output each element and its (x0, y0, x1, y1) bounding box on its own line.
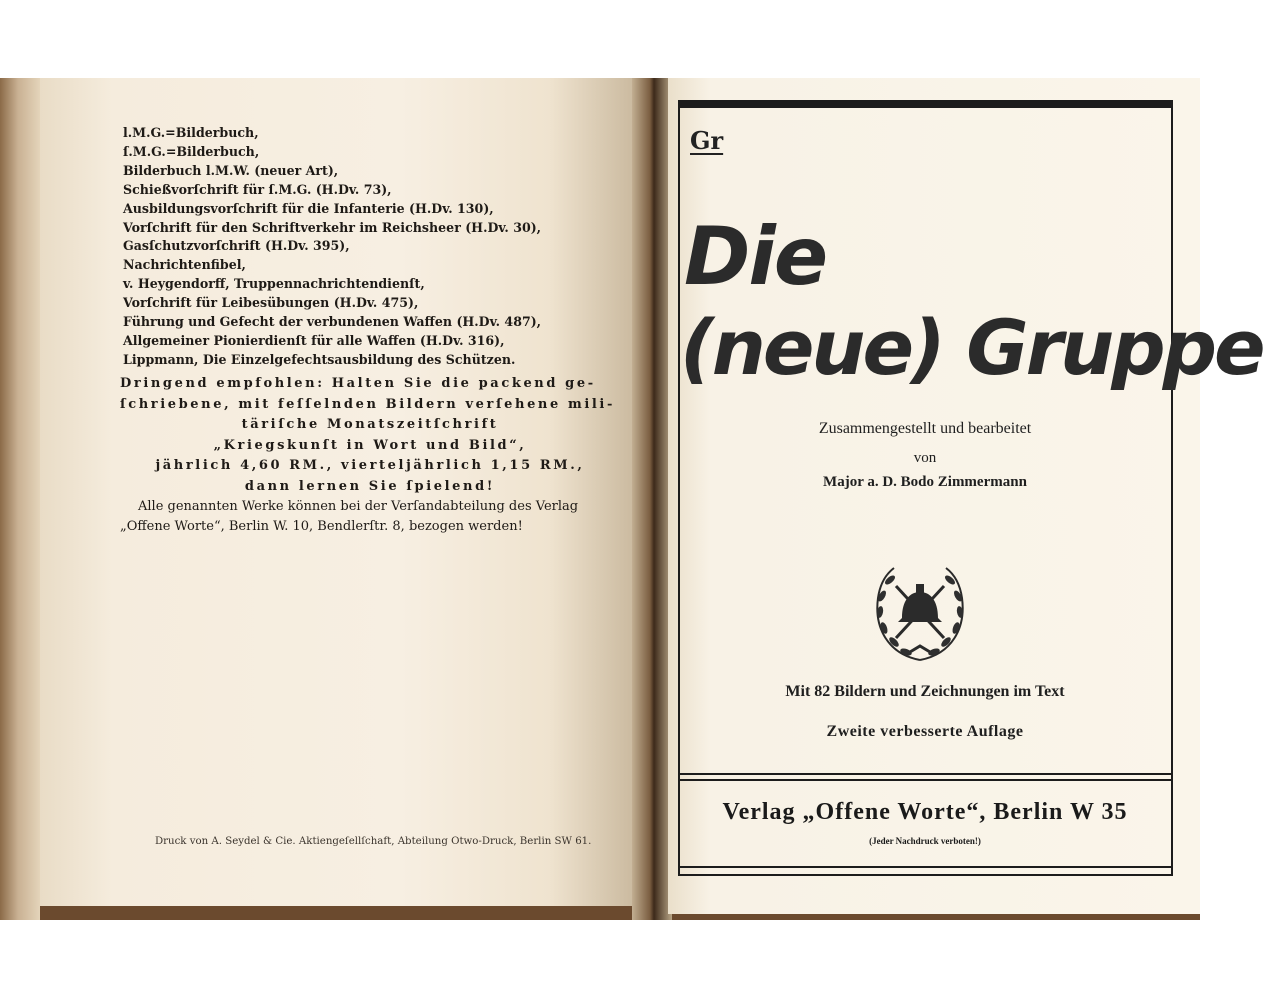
magazine-title: „Kriegskunſt in Wort und Bild“, (213, 437, 527, 453)
book-list-item: Ausbildungsvorſchrift für die Infanterie (H.Dv. 130), (123, 200, 494, 216)
book-list-item: Lippmann, Die Einzelgefechtsausbildung des Schützen. (123, 351, 516, 367)
page-edges (0, 78, 40, 920)
recommendation-block (120, 374, 620, 497)
recommendation-line: dann lernen Sie ſpielend! (244, 478, 496, 494)
series-mark: Gr (690, 126, 724, 155)
divider-rule (678, 779, 1173, 781)
book-list-item: Nachrichtenfibel, (123, 257, 246, 273)
bottom-rule (678, 866, 1173, 868)
book-list-item: Vorſchrift für den Schriftverkehr im Reichsheer (H.Dv. 30), (123, 219, 542, 235)
book-list-item: Führung und Gefecht der verbundenen Waffen (H.Dv. 487), (123, 314, 542, 330)
recommendation-line: Dringend empfohlen: Halten Sie die packend ge- (120, 376, 596, 391)
subscription-price: jährlich 4,60 RM., vierteljährlich 1,15 RM., (155, 458, 585, 473)
availability-line: Alle genannten Werke können bei der Verſandabteilung des Verlag (138, 499, 579, 514)
book-list-item: v. Heygendorff, Truppennachrichtendienſt, (123, 276, 425, 292)
book-list-item: ſ.M.G.=Bilderbuch, (123, 143, 260, 159)
book-title-line-1: Die (684, 210, 827, 303)
von-label: von (913, 450, 937, 466)
compiled-by: Zusammengestellt und bearbeitet (818, 420, 1032, 437)
author-name: Major a. D. Bodo Zimmermann (823, 474, 1027, 490)
book-list-item: Allgemeiner Pionierdienſt für alle Waffen (H.Dv. 316), (123, 332, 505, 348)
wreath-helmet-emblem-icon (866, 556, 974, 670)
book-list-item: Gasſchutzvorſchrift (H.Dv. 395), (123, 238, 350, 254)
book-gutter (632, 78, 672, 920)
printer-imprint: Druck von A. Seydel & Cie. Aktiengeſellſchaft, Abteilung Otwo-Druck, Berlin SW 61. (155, 836, 592, 847)
book-list-item: l.M.G.=Bilderbuch, (123, 125, 259, 140)
top-rule (678, 100, 1173, 108)
book-title-line-2: (neue) Gruppe (680, 303, 1263, 392)
availability-line: „Offene Worte“, Berlin W. 10, Bendlerſtr. 8, bezogen werden! (120, 519, 523, 534)
book-list (123, 124, 623, 370)
recommendation-line: ſchriebene, mit feſſelnden Bildern verſehene mili- (120, 396, 615, 412)
illustrations-note: Mit 82 Bildern und Zeichnungen im Text (785, 683, 1065, 700)
divider-rule (678, 773, 1173, 775)
edition-note: Zweite verbesserte Auflage (826, 723, 1024, 740)
book-list-item: Vorſchrift für Leibesübungen (H.Dv. 475), (123, 295, 419, 311)
availability-note (120, 497, 620, 537)
publisher-line: Verlag „Offene Worte“, Berlin W 35 (722, 799, 1128, 825)
book-list-item: Bilderbuch l.M.W. (neuer Art), (123, 162, 339, 178)
recommendation-line: täriſche Monatszeitſchrift (241, 417, 499, 432)
book-list-item: Schießvorſchrift für ſ.M.G. (H.Dv. 73), (123, 181, 392, 197)
reprint-notice: (Jeder Nachdruck verboten!) (869, 836, 981, 846)
